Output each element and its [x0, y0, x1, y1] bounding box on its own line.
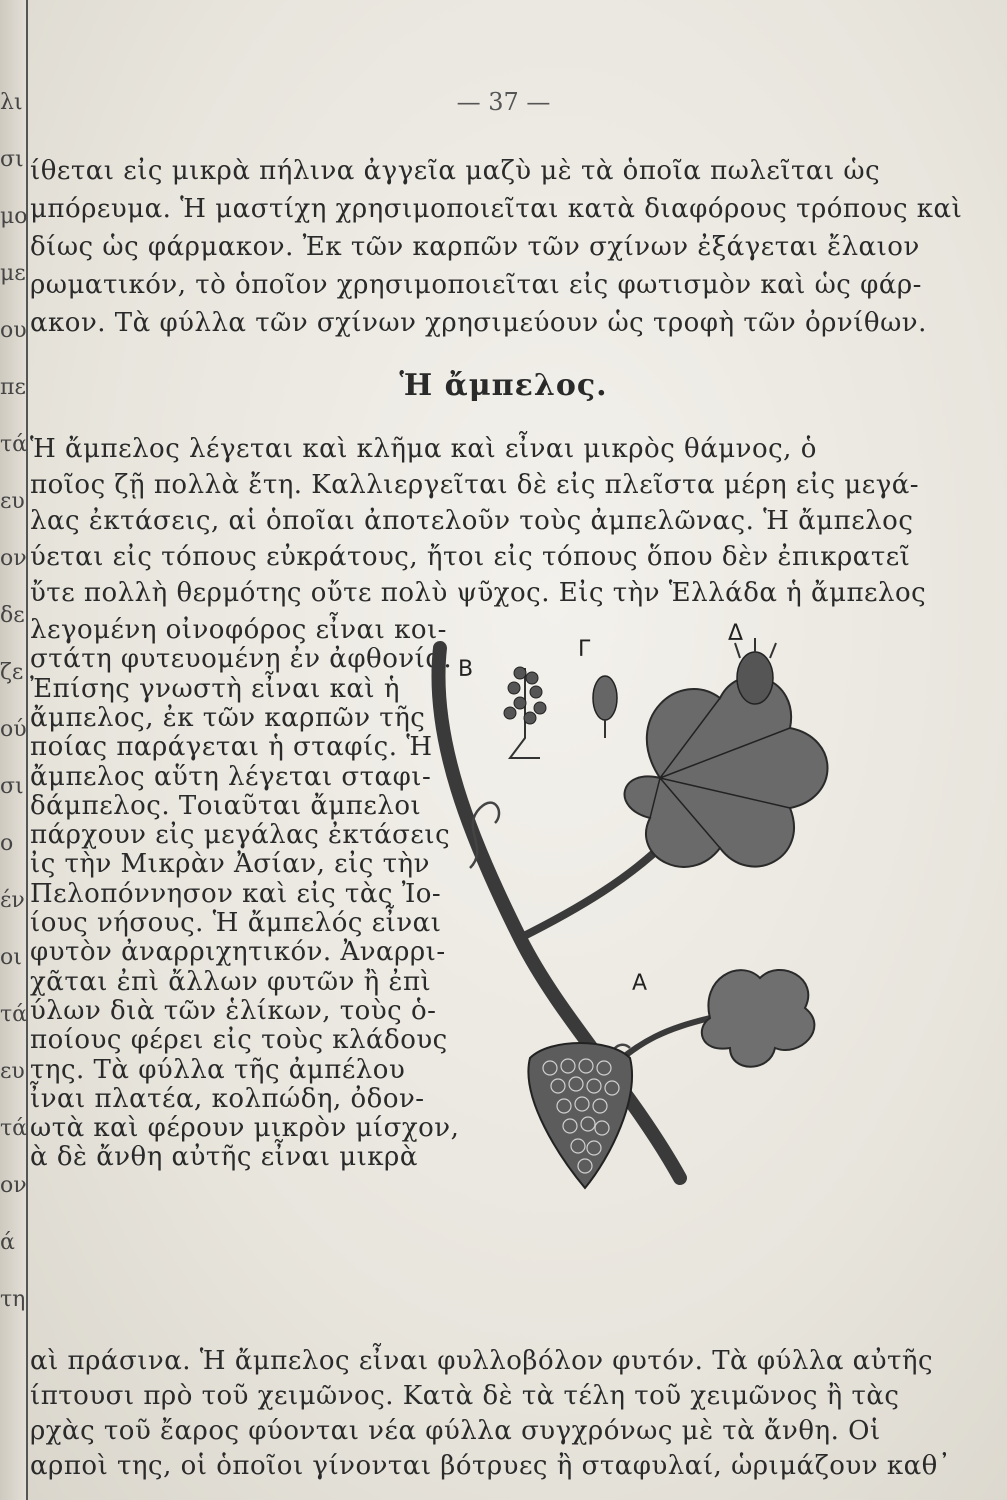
text-line: ίπτουσι πρὸ τοῦ χειμῶνος. Κατὰ δὲ τὰ τέλη τοῦ χειμῶνος ἢ τὰς [30, 1381, 900, 1411]
text-line: ρχὰς τοῦ ἔαρος φύονται νέα φύλλα συγχρόνως μὲ τὰ ἄνθη. Οἱ [30, 1416, 881, 1446]
inset-flower-bud [593, 676, 617, 738]
text-line: μπόρευμα. Ἡ μαστίχη χρησιμοποιεῖται κατὰ διαφόρους τρόπους καὶ [30, 194, 963, 224]
text-line: ποίους φέρει εἰς τοὺς κλάδους [30, 1025, 448, 1056]
grape-cluster [528, 1043, 632, 1188]
text-line: ύεται εἰς τόπους εὐκράτους, ἤτοι εἰς τόπους ὅπου δὲν ἐπικρατεῖ [30, 542, 911, 572]
previous-page-fragment: σι [0, 147, 24, 172]
previous-page-fragment: σι [0, 774, 24, 799]
previous-page-fragment: τά [0, 1116, 28, 1141]
text-line: ὰ δὲ ἄνθη αὐτῆς εἶναι μικρὰ [30, 1142, 418, 1173]
section-heading: Ἡ ἄμπελος. [399, 368, 608, 403]
previous-page-fragment: ευ [0, 1059, 25, 1084]
text-line: ίθεται εἰς μικρὰ πήλινα ἀγγεῖα μαζὺ μὲ τὰ ὁποῖα πωλεῖται ὡς [30, 156, 881, 186]
vine-branch [520, 838, 670, 938]
previous-page-fragment: τη [0, 1287, 26, 1312]
text-line: Ἐπίσης γνωστὴ εἶναι καὶ ἡ [30, 673, 400, 704]
text-line: ακον. Τὰ φύλλα τῶν σχίνων χρησιμεύουν ὡς τροφὴ τῶν ὀρνίθων. [30, 308, 927, 338]
inset-flower-cluster [504, 667, 546, 758]
text-line: Ἡ ἄμπελος λέγεται καὶ κλῆμα καὶ εἶναι μικρὸς θάμνος, ὁ [30, 434, 817, 464]
previous-page-fragment: πε [0, 375, 26, 400]
leaf-small [702, 970, 815, 1067]
text-line: ωτὰ καὶ φέρουν μικρὸν μίσχον, [30, 1113, 460, 1144]
text-line: ρωματικόν, τὸ ὁποῖον χρησιμοποιεῖται εἰς φωτισμὸν καὶ ὡς φάρ- [30, 270, 922, 300]
previous-page-fragment: ον [0, 1173, 27, 1198]
leaf-large [625, 677, 828, 867]
previous-page-fragment: ον [0, 546, 27, 571]
figure-label-d: Δ [728, 621, 744, 646]
grapevine-illustration [410, 618, 840, 1208]
previous-page-fragment: τά [0, 1002, 28, 1027]
previous-page-fragment: με [0, 261, 26, 286]
text-line: ύλων διὰ τῶν ἑλίκων, τοὺς ὁ- [30, 995, 437, 1026]
previous-page-fragment: δε [0, 603, 25, 628]
previous-page-fragment: τά [0, 432, 28, 457]
text-line: της. Τὰ φύλλα τῆς ἀμπέλου [30, 1054, 406, 1085]
previous-page-fragment: ζε [0, 660, 24, 685]
previous-page-fragment: ευ [0, 489, 25, 514]
page-number: — 37 — [456, 88, 551, 116]
text-line: ποῖος ζῇ πολλὰ ἔτη. Καλλιεργεῖται δὲ εἰς πλεῖστα μέρη εἰς μεγά- [30, 470, 920, 500]
figure-label-b: Β [458, 657, 474, 682]
text-line: φυτὸν ἀναρριχητικόν. Ἀναρρι- [30, 937, 446, 968]
previous-page-edge [0, 0, 28, 1500]
text-line: στάτη φυτευομένη ἐν ἀφθονίᾳ. [30, 644, 453, 675]
text-line: χᾶται ἐπὶ ἄλλων φυτῶν ἢ ἐπὶ [30, 966, 432, 997]
previous-page-fragment: οι [0, 945, 22, 970]
text-line: ἄμπελος, ἐκ τῶν καρπῶν τῆς [30, 702, 426, 733]
text-line: δάμπελος. Τοιαῦται ἄμπελοι [30, 790, 422, 821]
previous-page-fragment: έν [0, 888, 25, 913]
text-line: λας ἐκτάσεις, αἱ ὁποῖαι ἀποτελοῦν τοὺς ἀμπελῶνας. Ἡ ἄμπελος [30, 506, 914, 536]
previous-page-fragment: ά [0, 1230, 15, 1255]
text-line: πάρχουν εἰς μεγάλας ἐκτάσεις [30, 820, 451, 851]
text-line: λεγομένη οἰνοφόρος εἶναι κοι- [30, 615, 447, 645]
inset-open-flower [735, 638, 776, 704]
figure-label-a: Α [632, 971, 648, 996]
previous-page-fragment: ου [0, 318, 27, 343]
text-line: ὔτε πολλὴ θερμότης οὔτε πολὺ ψῦχος. Εἰς τὴν Ἑλλάδα ἡ ἄμπελος [30, 578, 927, 608]
text-line: δίως ὡς φάρμακον. Ἐκ τῶν καρπῶν τῶν σχίνων ἐξάγεται ἔλαιον [30, 232, 920, 262]
text-line: ἶναι πλατέα, κολπώδη, ὀδον- [30, 1083, 425, 1114]
previous-page-fragment: λι [0, 90, 23, 115]
text-line: αρποὶ της, οἱ ὁποῖοι γίνονται βότρυες ἢ σταφυλαί, ὡριμάζουν καθ᾽ [30, 1451, 952, 1481]
previous-page-fragment: μο [0, 204, 28, 229]
figure-label-g: Γ [578, 637, 591, 662]
text-line: αὶ πράσινα. Ἡ ἄμπελος εἶναι φυλλοβόλον φυτόν. Τὰ φύλλα αὐτῆς [30, 1346, 934, 1376]
previous-page-fragment: ο [0, 831, 14, 856]
text-line: ἰς τὴν Μικρὰν Ἀσίαν, εἰς τὴν [30, 849, 430, 880]
text-line: Πελοπόννησον καὶ εἰς τὰς Ἰο- [30, 878, 442, 909]
text-line: ἄμπελος αὕτη λέγεται σταφι- [30, 761, 432, 792]
text-line: ποίας παράγεται ἡ σταφίς. Ἡ [30, 732, 433, 763]
text-line: ίους νήσους. Ἡ ἄμπελός εἶναι [30, 908, 442, 938]
previous-page-fragment: ού [0, 717, 27, 742]
